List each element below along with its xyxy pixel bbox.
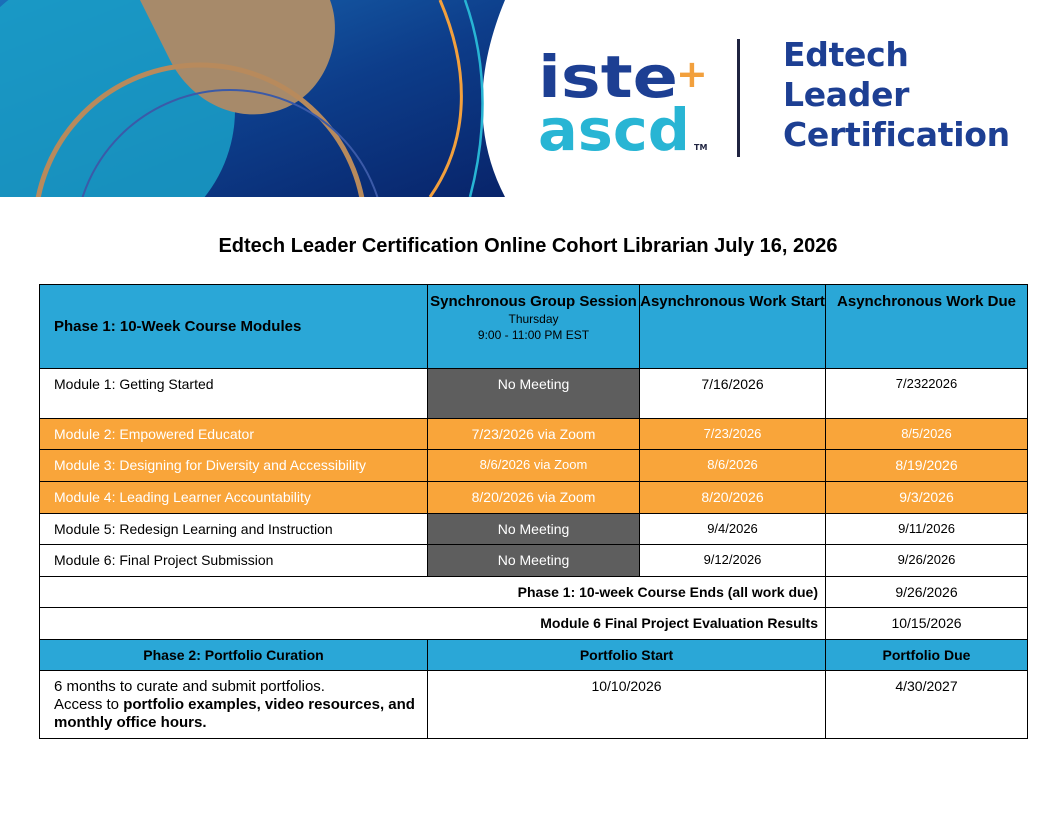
session-cell: No Meeting bbox=[428, 545, 640, 577]
start-date: 9/4/2026 bbox=[640, 514, 826, 545]
summary-row bbox=[40, 577, 1028, 608]
module-name: Module 5: Redesign Learning and Instruction bbox=[40, 514, 428, 545]
session-cell: 8/20/2026 via Zoom bbox=[428, 482, 640, 514]
portfolio-intro: 6 months to curate and submit portfolios. bbox=[54, 678, 325, 695]
schedule-table bbox=[39, 284, 1028, 739]
table-header-row bbox=[40, 285, 1028, 369]
module-name: Module 1: Getting Started bbox=[40, 369, 428, 419]
svg-text:+: + bbox=[676, 52, 708, 96]
due-date: 8/19/2026 bbox=[826, 450, 1028, 482]
async-start-header-label: Asynchronous Work Start bbox=[640, 293, 825, 310]
portfolio-due-date: 4/30/2027 bbox=[826, 671, 1028, 739]
brand-title-line: Leader bbox=[783, 75, 910, 114]
due-date: 9/11/2026 bbox=[826, 514, 1028, 545]
phase1-end-date: 9/26/2026 bbox=[826, 577, 1028, 608]
phase2-header: Phase 2: Portfolio Curation bbox=[40, 640, 428, 671]
brand-title-line: Edtech bbox=[783, 35, 909, 74]
table-row bbox=[40, 545, 1028, 577]
session-cell: 8/6/2026 via Zoom bbox=[428, 450, 640, 482]
portfolio-access-text: Access to bbox=[54, 696, 124, 713]
session-cell: 7/23/2026 via Zoom bbox=[428, 419, 640, 450]
svg-text:ascd: ascd bbox=[538, 96, 690, 160]
svg-text:iste: iste bbox=[538, 43, 678, 111]
table-row bbox=[40, 671, 1028, 739]
summary-row bbox=[40, 608, 1028, 640]
portfolio-description bbox=[40, 671, 428, 739]
due-date: 7/2322026 bbox=[826, 369, 1028, 419]
header-banner bbox=[0, 0, 1056, 197]
sync-session-time: 9:00 - 11:00 PM EST bbox=[477, 328, 590, 342]
evaluation-results-label: Module 6 Final Project Evaluation Results bbox=[40, 608, 826, 640]
svg-text:TM: TM bbox=[694, 143, 708, 152]
sync-session-title: Synchronous Group Session bbox=[430, 293, 637, 310]
start-date: 7/16/2026 bbox=[640, 369, 826, 419]
portfolio-start-date: 10/10/2026 bbox=[428, 671, 826, 739]
portfolio-start-header: Portfolio Start bbox=[428, 640, 826, 671]
table-row bbox=[40, 419, 1028, 450]
start-date: 8/20/2026 bbox=[640, 482, 826, 514]
due-date: 9/26/2026 bbox=[826, 545, 1028, 577]
document-title: Edtech Leader Certification Online Cohort Librarian July 16, 2026 bbox=[218, 235, 838, 257]
iste-ascd-logo bbox=[538, 42, 708, 160]
brand-title-line: Certification bbox=[783, 115, 1010, 154]
banner-artwork bbox=[0, 0, 520, 197]
module-name: Module 2: Empowered Educator bbox=[40, 419, 428, 450]
evaluation-results-date: 10/15/2026 bbox=[826, 608, 1028, 640]
phase1-end-label: Phase 1: 10-week Course Ends (all work due) bbox=[40, 577, 826, 608]
phase2-header-row bbox=[40, 640, 1028, 671]
sync-session-header bbox=[428, 285, 640, 369]
table-row bbox=[40, 369, 1028, 419]
table-row bbox=[40, 450, 1028, 482]
portfolio-due-header: Portfolio Due bbox=[826, 640, 1028, 671]
start-date: 8/6/2026 bbox=[640, 450, 826, 482]
module-name: Module 3: Designing for Diversity and Accessibility bbox=[40, 450, 428, 482]
async-due-header-label: Asynchronous Work Due bbox=[837, 293, 1016, 310]
brand-title bbox=[783, 35, 1048, 155]
start-date: 9/12/2026 bbox=[640, 545, 826, 577]
sync-session-day: Thursday bbox=[508, 312, 559, 326]
brand-divider bbox=[737, 39, 740, 157]
portfolio-access bbox=[54, 696, 427, 732]
start-date: 7/23/2026 bbox=[640, 419, 826, 450]
module-name: Module 6: Final Project Submission bbox=[40, 545, 428, 577]
module-name: Module 4: Leading Learner Accountability bbox=[40, 482, 428, 514]
async-start-header bbox=[640, 285, 826, 369]
table-row bbox=[40, 482, 1028, 514]
phase1-header: Phase 1: 10-Week Course Modules bbox=[40, 285, 428, 369]
table-row bbox=[40, 514, 1028, 545]
due-date: 9/3/2026 bbox=[826, 482, 1028, 514]
due-date: 8/5/2026 bbox=[826, 419, 1028, 450]
async-due-header bbox=[826, 285, 1028, 369]
session-cell: No Meeting bbox=[428, 514, 640, 545]
session-cell: No Meeting bbox=[428, 369, 640, 419]
portfolio-resources: portfolio examples, video resources, and monthly office hours. bbox=[54, 696, 415, 731]
